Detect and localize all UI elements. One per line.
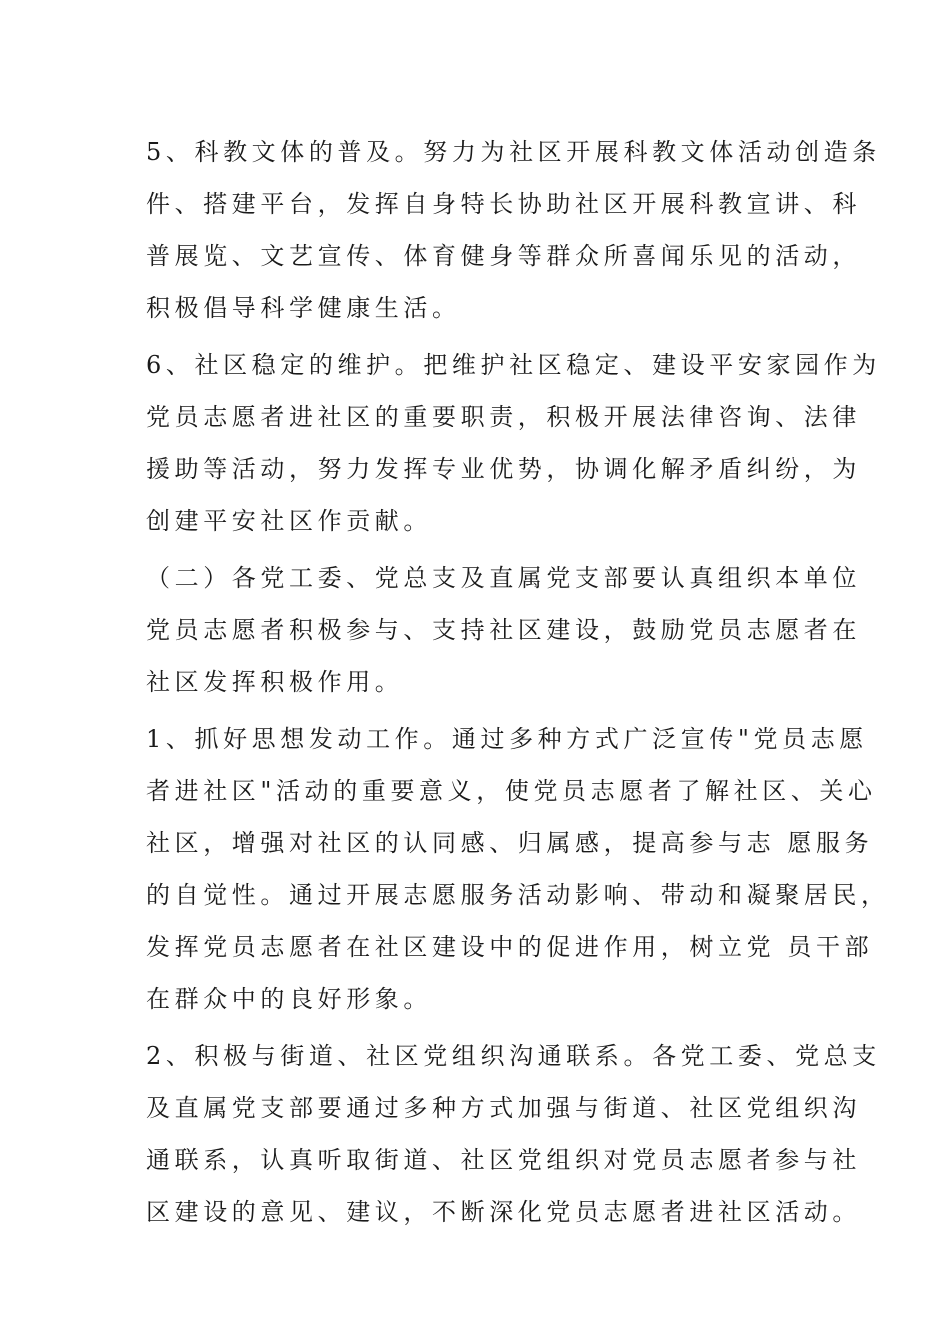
text-line: 及直属党支部要通过多种方式加强与街道、社区党组织沟 xyxy=(146,1094,861,1122)
paragraph-community-stability xyxy=(146,339,881,547)
text-line: 创建平安社区作贡献。 xyxy=(146,507,432,535)
text-line: 2、积极与街道、社区党组织沟通联系。各党工委、党总支 xyxy=(146,1042,881,1070)
text-line: 党员志愿者进社区的重要职责，积极开展法律咨询、法律 xyxy=(146,403,861,431)
text-line: 5、科教文体的普及。努力为社区开展科教文体活动创造条 xyxy=(146,138,881,166)
text-line: 党员志愿者积极参与、支持社区建设，鼓励党员志愿者在 xyxy=(146,616,861,644)
text-line: 普展览、文艺宣传、体育健身等群众所喜闻乐见的活动， xyxy=(146,242,861,270)
text-line: 通联系，认真听取街道、社区党组织对党员志愿者参与社 xyxy=(146,1146,861,1174)
text-line: 社区发挥积极作用。 xyxy=(146,668,404,696)
text-line: 积极倡导科学健康生活。 xyxy=(146,294,461,322)
text-line: （二）各党工委、党总支及直属党支部要认真组织本单位 xyxy=(146,564,861,592)
text-line: 社区，增强对社区的认同感、归属感，提高参与志 愿服务 xyxy=(146,829,874,857)
text-line: 在群众中的良好形象。 xyxy=(146,985,432,1013)
paragraph-section-two-heading xyxy=(146,552,861,708)
text-line: 发挥党员志愿者在社区建设中的促进作用，树立党 员干部 xyxy=(146,933,874,961)
text-line: 区建设的意见、建议，不断深化党员志愿者进社区活动。 xyxy=(146,1198,861,1226)
text-line: 件、搭建平台，发挥自身特长协助社区开展科教宣讲、科 xyxy=(146,190,861,218)
paragraph-liaison xyxy=(146,1030,881,1238)
text-line: 6、社区稳定的维护。把维护社区稳定、建设平安家园作为 xyxy=(146,351,881,379)
text-line: 1、抓好思想发动工作。通过多种方式广泛宣传"党员志愿 xyxy=(146,725,868,753)
paragraph-ideological-mobilization xyxy=(146,713,890,1025)
document-body xyxy=(146,126,890,1243)
text-line: 的自觉性。通过开展志愿服务活动影响、带动和凝聚居民， xyxy=(146,881,890,909)
text-line: 援助等活动，努力发挥专业优势，协调化解矛盾纠纷，为 xyxy=(146,455,861,483)
text-line: 者进社区"活动的重要意义，使党员志愿者了解社区、关心 xyxy=(146,777,877,805)
paragraph-science-education xyxy=(146,126,881,334)
